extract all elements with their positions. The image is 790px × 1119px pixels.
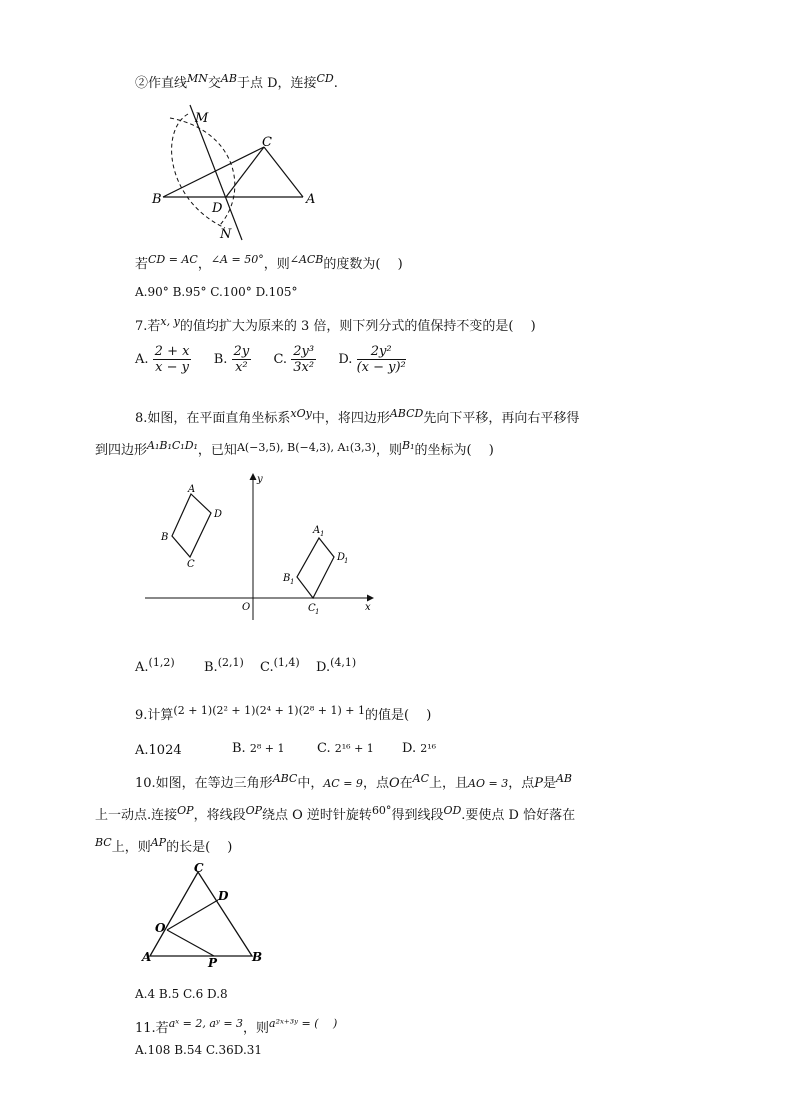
label-B: B [152,192,162,207]
q7-option-b-fraction: $\frac{2y}{\text{x²}}$ [233,344,250,375]
q9-stem: 9.计算$^{(2 + 1)(2^2 + 1)(2^4 + 1)(2^8 + 1) + 1}$的值是( ) [135,704,432,723]
figure-perpendicular-bisector [140,100,330,245]
q10-options: A.4 B.5 C.6 D.8 [135,987,228,1001]
q6-stem: 若$^{CD = AC}$，$^{\angle A = 50^\circ}$，则$^{\angle ACB}$的度数为( ) [135,253,403,272]
q8-option-a: A.$^{(1,2)}$ [135,656,175,675]
label-x: x [365,602,371,613]
svg-text:1: 1 [315,608,320,616]
q8-stem-line2: 到四边形$^{A_1B_1C_1D_1}$，已知$^{A(-3,5), B(-4,3), A_1(3,3)}$，则$^{B_1}$的坐标为( ) [95,439,494,458]
label-D: D [218,889,229,903]
label-A1: A [313,525,321,536]
q11-stem: 11.若$^{aˣ = 2, aʸ = 3}$，则$^{a^2ˣ^{+3}ʸ = ( )}$ [135,1017,338,1036]
q10-stem-line2: 上一动点.连接$^{OP}$，将线段$^{OP}$绕点 O 逆时针旋转$^{60^\circ}$得到线段$^{OD}$.要使点 D 恰好落在 [95,804,576,823]
label-A: A [188,484,196,495]
label-A: A [142,950,152,964]
q8-option-b: B.$^{(2,1)}$ [204,656,244,675]
label-M: M [195,111,209,126]
svg-text:1: 1 [344,557,349,565]
q7-options: A. $\frac{2 + x}{x - y}$ B. $\frac{2y}{\text{x²}}$ C. $\frac{\text{2y³}}{\text{3x²}}$ D. $\frac{\text{2y²}}{\text{(x − y)²}}$ [135,344,406,375]
label-B: B [161,532,169,543]
label-B1: B [283,573,291,584]
svg-text:1: 1 [320,530,325,538]
figure-equilateral-triangle [140,860,270,970]
label-C: C [262,135,272,150]
step2-line: ②作直线$^{MN}$交$^{AB}$于点 D，连接$^{CD}$. [135,72,338,91]
label-C: C [187,559,195,570]
label-O: O [155,921,166,935]
label-y: y [257,474,263,485]
label-A: A [306,192,316,207]
q9-option-d: D. 2¹⁶ [402,741,437,756]
label-D1: D [337,552,346,563]
q10-stem-line3: $^{BC}$上，则$^{AP}$的长是( ) [95,836,233,855]
q11-options: A.108 B.54 C.36D.31 [135,1043,263,1057]
label-B: B [252,950,263,964]
label-O: O [242,602,251,613]
q9-option-a: A.1024 [135,743,182,758]
q10-stem-line1: 10.如图，在等边三角形$^{ABC}$中，AC = 9，点O在$^{AC}$上，且AO = 3，点P是$^{AB}$ [135,772,573,791]
svg-text:1: 1 [290,578,295,586]
q8-stem-line1: 8.如图，在平面直角坐标系$^{xOy}$中，将四边形$^{ABCD}$先向下平移，再向右平移得 [135,407,580,426]
label-P: P [208,956,218,970]
figure-coordinate-plane [145,470,380,620]
q9-option-c: C. 2¹⁶ + 1 [317,741,374,756]
label-C1: C [308,603,316,614]
q7-option-d-fraction: $\frac{\text{2y²}}{\text{(x − y)²}}$ [356,344,406,375]
q7-option-c-fraction: $\frac{\text{2y³}}{\text{3x²}}$ [293,344,315,375]
label-C: C [194,861,204,875]
q8-option-d: D.$^{(4,1)}$ [316,656,357,675]
q9-option-b: B. 2⁸ + 1 [232,741,285,756]
q6-options: A.90° B.95° C.100° D.105° [135,285,298,299]
label-D: D [212,201,223,216]
q7-stem: 7.若$^{x, y}$的值均扩大为原来的 3 倍，则下列分式的值保持不变的是( ) [135,315,536,334]
label-D: D [214,509,223,520]
q8-option-c: C.$^{(1,4)}$ [260,656,300,675]
label-N: N [220,227,232,242]
q7-option-a-fraction: $\frac{2 + x}{x - y}$ [154,344,190,375]
